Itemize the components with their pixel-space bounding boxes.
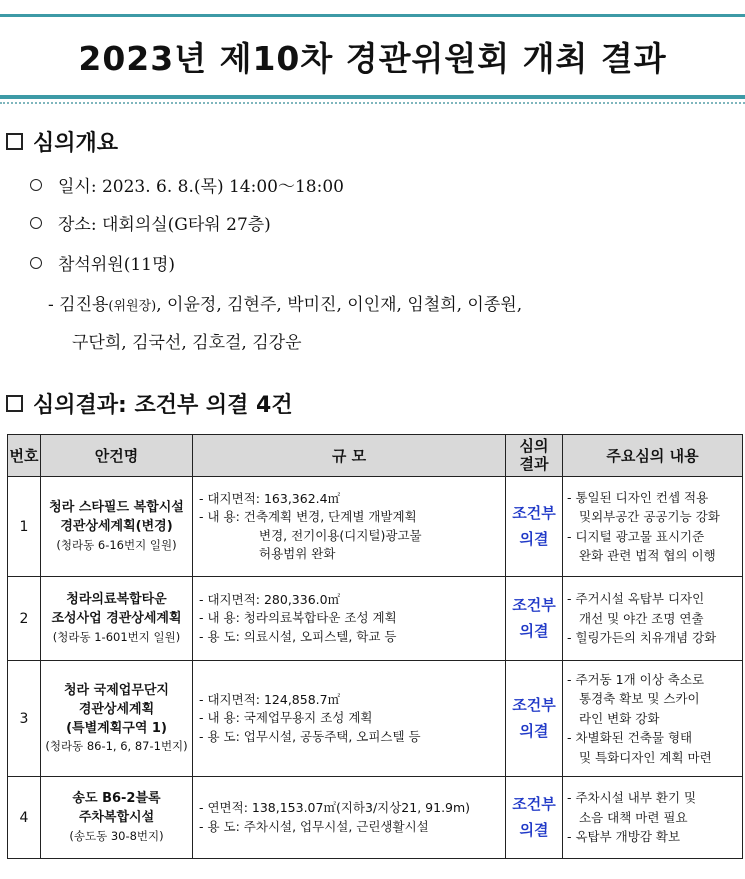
overview-date [30, 172, 344, 197]
scale-line: - 대지면적: 124,858.7㎡ [199, 692, 341, 708]
scale-line: - 내 용: 건축계획 변경, 단계별 개발계획 [199, 509, 417, 525]
table-row [8, 577, 743, 661]
row-opinion [563, 777, 743, 859]
page-title: 2023년 제10차 경관위원회 개최 결과 [78, 39, 667, 78]
scale-line: - 용 도: 의료시설, 오피스텔, 학교 등 [199, 628, 397, 644]
result-line: 조건부 [512, 596, 556, 614]
overview-heading [6, 126, 118, 157]
row-opinion [563, 477, 743, 577]
opinion-line: - 힐링가든의 치유개념 강화 [567, 630, 717, 646]
header-result-line1: 심의 [519, 437, 549, 456]
row-name-line: 주차복합시설 [78, 810, 155, 826]
members-chair-role: (위원장) [108, 299, 157, 314]
result-line: 조건부 [512, 696, 556, 714]
circle-bullet-icon [30, 179, 42, 191]
row-result [506, 777, 563, 859]
title-bar [0, 14, 745, 102]
row-name-line: 청라 국제업무단지 [64, 682, 169, 698]
scale-line: 변경, 전기이용(디지털)광고물 [259, 527, 422, 543]
result-line: 조건부 [512, 795, 556, 813]
row-num: 3 [8, 661, 41, 777]
title-underline [0, 95, 745, 99]
square-bullet-icon [6, 133, 23, 150]
row-num: 4 [8, 777, 41, 859]
result-line: 의결 [519, 721, 549, 740]
overview-heading-text: 심의개요 [33, 131, 119, 156]
row-scale [193, 477, 506, 577]
opinion-line: - 주거동 1개 이상 축소로 [567, 672, 705, 688]
opinion-line: 및 특화디자인 계획 마련 [579, 749, 712, 765]
overview-place [30, 210, 271, 235]
row-location: (청라동 6-16번지 일원) [56, 538, 177, 552]
row-name [41, 661, 193, 777]
header-result [506, 435, 563, 477]
square-bullet-icon [6, 395, 23, 412]
row-scale [193, 777, 506, 859]
row-scale [193, 577, 506, 661]
title-dotted-line [0, 102, 745, 104]
row-name-line: 청라의료복합타운 [66, 592, 167, 608]
row-name-line: 송도 B6-2블록 [72, 791, 161, 807]
table-header-row [8, 435, 743, 477]
opinion-line: - 차별화된 건축물 형태 [567, 730, 693, 746]
row-opinion [563, 661, 743, 777]
overview-attendees [30, 250, 175, 275]
row-num: 2 [8, 577, 41, 661]
header-scale: 규 모 [193, 435, 506, 477]
members-chair: - 김진용 [48, 295, 109, 315]
scale-line: - 내 용: 청라의료복합타운 조성 계획 [199, 610, 397, 626]
opinion-line: - 주차시설 내부 환기 및 [567, 790, 697, 806]
row-result [506, 577, 563, 661]
opinion-line: - 옥탑부 개방감 확보 [567, 829, 681, 845]
row-num: 1 [8, 477, 41, 577]
circle-bullet-icon [30, 257, 42, 269]
row-name [41, 777, 193, 859]
opinion-line: - 주거시설 옥탑부 디자인 [567, 591, 705, 607]
row-scale [193, 661, 506, 777]
row-location: (청라동 1-601번지 일원) [52, 630, 181, 644]
opinion-line: 및외부공간 공공기능 강화 [579, 509, 720, 525]
members-line-2-text: 구단희, 김국선, 김호걸, 김강운 [72, 333, 302, 353]
row-location: (송도동 30-8번지) [69, 829, 164, 843]
opinion-line: - 디지털 광고물 표시기준 [567, 528, 705, 544]
header-num: 번호 [8, 435, 41, 477]
header-result-line2: 결과 [519, 454, 549, 473]
scale-line: - 용 도: 업무시설, 공동주택, 오피스텔 등 [199, 728, 421, 744]
opinion-line: 개선 및 야간 조명 연출 [579, 610, 704, 626]
table-row [8, 777, 743, 859]
results-heading-text: 심의결과: 조건부 의결 4건 [33, 393, 293, 418]
opinion-line: 소음 대책 마련 필요 [579, 809, 688, 825]
header-opinion: 주요심의 내용 [563, 435, 743, 477]
result-line: 의결 [519, 621, 549, 640]
opinion-line: - 통일된 디자인 컨셉 적용 [567, 489, 709, 505]
results-table [7, 434, 743, 859]
members-line-2 [72, 328, 302, 353]
row-result [506, 661, 563, 777]
table-row [8, 477, 743, 577]
overview-place-text: 장소: 대회의실(G타워 27층) [58, 215, 271, 235]
opinion-line: 통경축 확보 및 스카이 [579, 691, 700, 707]
members-rest: , 이윤정, 김현주, 박미진, 이인재, 임철희, 이종원, [156, 295, 523, 315]
header-name: 안건명 [41, 435, 193, 477]
row-name [41, 477, 193, 577]
scale-line: - 내 용: 국제업무용지 조성 계획 [199, 710, 373, 726]
scale-line: - 대지면적: 280,336.0㎡ [199, 592, 341, 608]
overview-attendees-text: 참석위원(11명) [58, 255, 176, 275]
overview-date-text: 일시: 2023. 6. 8.(목) 14:00～18:00 [58, 177, 344, 197]
opinion-line: 완화 관련 법적 협의 이행 [579, 547, 716, 563]
scale-line: - 대지면적: 163,362.4㎡ [199, 491, 341, 507]
opinion-line: 라인 변화 강화 [579, 710, 660, 726]
row-name-line: 경관상세계획(변경) [60, 519, 173, 535]
result-line: 의결 [519, 529, 549, 548]
result-line: 조건부 [512, 504, 556, 522]
row-name-line: 조성사업 경관상세계획 [51, 611, 182, 627]
row-name [41, 577, 193, 661]
result-line: 의결 [519, 820, 549, 839]
scale-line: - 연면적: 138,153.07㎡(지하3/지상21, 91.9m) [199, 800, 471, 816]
row-name-line: 청라 스타필드 복합시설 [49, 500, 184, 516]
table-row [8, 661, 743, 777]
row-name-line: (특별계획구역 1) [66, 720, 167, 736]
members-line-1 [48, 290, 522, 315]
row-opinion [563, 577, 743, 661]
scale-line: 허용범위 완화 [259, 545, 336, 561]
circle-bullet-icon [30, 217, 42, 229]
row-result [506, 477, 563, 577]
row-name-line: 경관상세계획 [78, 701, 155, 717]
results-heading [6, 388, 293, 419]
row-location: (청라동 86-1, 6, 87-1번지) [45, 739, 188, 754]
scale-line: - 용 도: 주차시설, 업무시설, 근린생활시설 [199, 818, 429, 834]
